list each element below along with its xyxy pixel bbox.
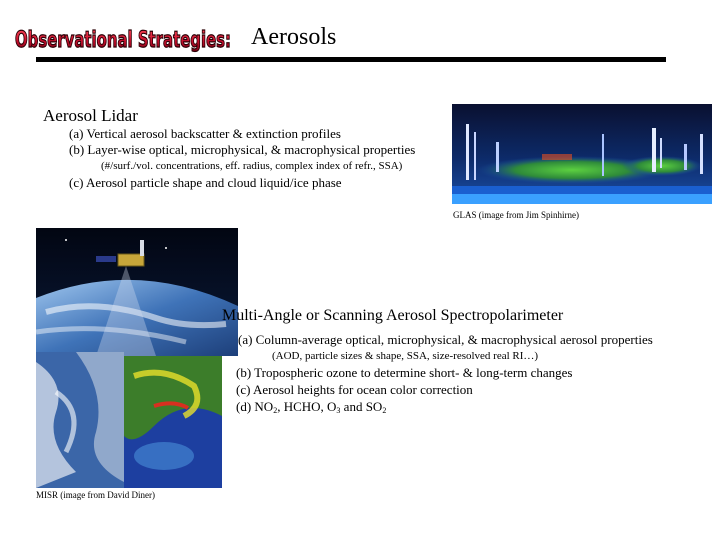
earth-cloud-image xyxy=(36,352,124,488)
spectropolarimeter-item-c: (c) Aerosol heights for ocean color correction xyxy=(236,382,473,397)
item-d-mid: , HCHO, O xyxy=(277,399,337,414)
lidar-heading: Aerosol Lidar xyxy=(43,106,138,125)
item-d-sub1: 2 xyxy=(273,406,278,415)
page-title: Aerosols xyxy=(251,24,337,50)
spectropolarimeter-item-b: (b) Tropospheric ozone to determine short- & long-term changes xyxy=(236,365,573,380)
lidar-item-a: (a) Vertical aerosol backscatter & extinction profiles xyxy=(69,126,341,141)
item-d-sub3: 2 xyxy=(382,406,387,415)
item-d-and: and SO xyxy=(340,399,383,414)
lidar-item-b-detail: (#/surf./vol. concentrations, eff. radius, complex index of refr., SSA) xyxy=(101,160,403,172)
spectropolarimeter-item-a: (a) Column-average optical, microphysical, & macrophysical aerosol properties xyxy=(238,332,653,347)
glas-lidar-image xyxy=(452,104,712,204)
misr-caption: MISR (image from David Diner) xyxy=(36,490,155,500)
glas-caption: GLAS (image from Jim Spinhirne) xyxy=(453,210,579,220)
satellite-earth-image xyxy=(36,228,238,356)
item-d-prefix: (d) NO xyxy=(236,399,274,414)
spectropolarimeter-heading: Multi-Angle or Scanning Aerosol Spectropolarimeter xyxy=(222,307,564,324)
misr-image xyxy=(124,356,222,488)
title-graphic-text: Observational Strategies: xyxy=(15,28,231,53)
lidar-item-b: (b) Layer-wise optical, microphysical, & macrophysical properties xyxy=(69,142,416,157)
title-graphic xyxy=(12,18,234,58)
spectropolarimeter-item-d xyxy=(236,399,386,419)
title-divider xyxy=(36,57,666,62)
lidar-item-c: (c) Aerosol particle shape and cloud liquid/ice phase xyxy=(69,175,342,190)
spectropolarimeter-item-a-detail: (AOD, particle sizes & shape, SSA, size-resolved real RI…) xyxy=(272,350,539,362)
item-d-sub2: 3 xyxy=(336,406,341,415)
